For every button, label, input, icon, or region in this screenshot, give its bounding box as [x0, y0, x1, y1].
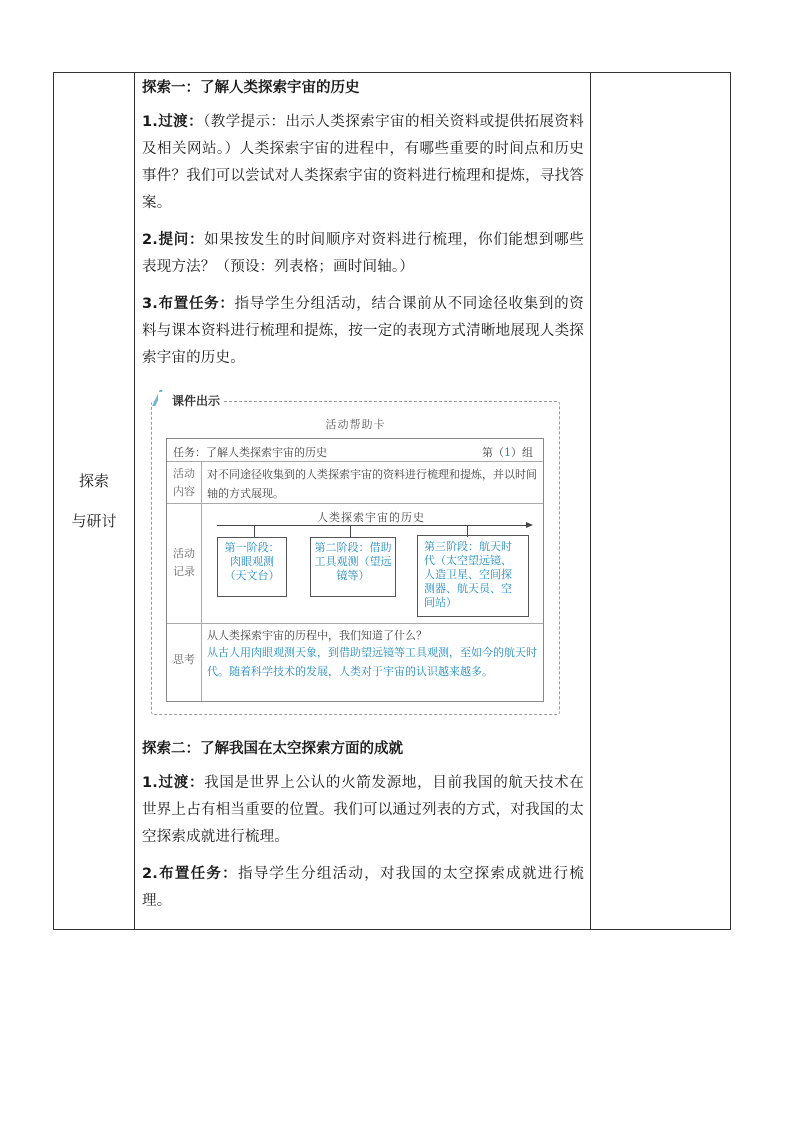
record-label: 活动记录: [173, 547, 195, 578]
task-text: 任务：了解人类探索宇宙的历史: [173, 446, 327, 459]
section2-heading: 探索二：了解我国在太空探索方面的成就: [142, 741, 403, 757]
group-prefix: 第（: [482, 446, 504, 459]
stage-3: 第三阶段：航天时代（太空望远镜、人造卫星、空间探测器、航天员、空间站）: [417, 535, 529, 617]
section1-heading: 探索一：了解人类探索宇宙的历史: [142, 80, 360, 96]
card-title: 活动帮助卡: [325, 418, 386, 431]
group-number: [482, 444, 533, 460]
think-section: [167, 623, 543, 703]
paragraph-text: 如果按发生的时间顺序对资料进行梳理，你们能想到哪些表现方法？（预设：列表格；画时间轴。）: [142, 232, 584, 275]
paragraph-label: 2.布置任务：: [142, 866, 238, 882]
paragraph-label: 1.过渡：: [142, 114, 204, 130]
section2-paragraph-1: [142, 770, 584, 851]
group-number-value: 1: [504, 446, 511, 459]
paragraph-label: 3.布置任务：: [142, 296, 235, 312]
row-label: [54, 73, 134, 929]
section1-paragraph-2: [142, 227, 584, 281]
timeline-title: 人类探索宇宙的历史: [317, 511, 425, 524]
paragraph-text: 我国是世界上公认的火箭发源地，目前我国的航天技术在世界上占有相当重要的位置。我们可以通过列表的方式，对我国的太空探索成就进行梳理。: [142, 775, 584, 845]
timeline-tick: [350, 525, 351, 537]
column-divider: [134, 73, 135, 929]
timeline-tick: [254, 525, 255, 537]
paragraph-text: 指导学生分组活动，结合课前从不同途径收集到的资料与课本资料进行梳理和提炼，按一定的表现方式清晰地展现人类探索宇宙的历史。: [142, 296, 584, 366]
paragraph-label: 2.提问：: [142, 232, 205, 248]
card-tab: 课件出示: [158, 392, 224, 409]
timeline-arrow: [217, 525, 531, 526]
content-label: 活动内容: [173, 467, 195, 498]
paragraph-text: （教学提示：出示人类探索宇宙的相关资料或提供拓展资料及相关网站。）人类探索宇宙的进程中，有哪些重要的时间点和历史事件？我们可以尝试对人类探索宇宙的资料进行梳理和提炼，寻找答案。: [142, 114, 584, 211]
lesson-table: [53, 72, 731, 930]
column-divider: [590, 73, 591, 929]
activity-table: [166, 438, 544, 702]
think-answer: 从古人用肉眼观测天象，到借助望远镜等工具观测，至如今的航天时代。随着科学技术的发展，人类对于宇宙的认识越来越多。: [207, 646, 537, 678]
content-text: 对不同途径收集到的人类探索宇宙的资料进行梳理和提炼，并以时间轴的方式展现。: [207, 468, 537, 500]
timeline: [167, 503, 543, 623]
paragraph-label: 1.过渡：: [142, 775, 205, 791]
paragraph-text: 指导学生分组活动，对我国的太空探索成就进行梳理。: [142, 866, 584, 909]
stage-1: 第一阶段：肉眼观测（天文台）: [217, 537, 287, 597]
think-question: 从人类探索宇宙的历程中，我们知道了什么？: [207, 629, 427, 642]
section1-paragraph-3: [142, 291, 584, 372]
group-suffix: ）组: [511, 446, 533, 459]
row-label-line2: 与研讨: [71, 512, 117, 530]
section1-paragraph-1: [142, 109, 584, 217]
section2-paragraph-2: [142, 861, 584, 915]
row-label-line1: 探索: [78, 472, 109, 490]
think-label: 思考: [173, 653, 195, 666]
row-divider: [167, 461, 543, 462]
stage-2: 第二阶段：借助工具观测（望远镜等）: [310, 537, 396, 597]
courseware-card: [151, 394, 560, 715]
